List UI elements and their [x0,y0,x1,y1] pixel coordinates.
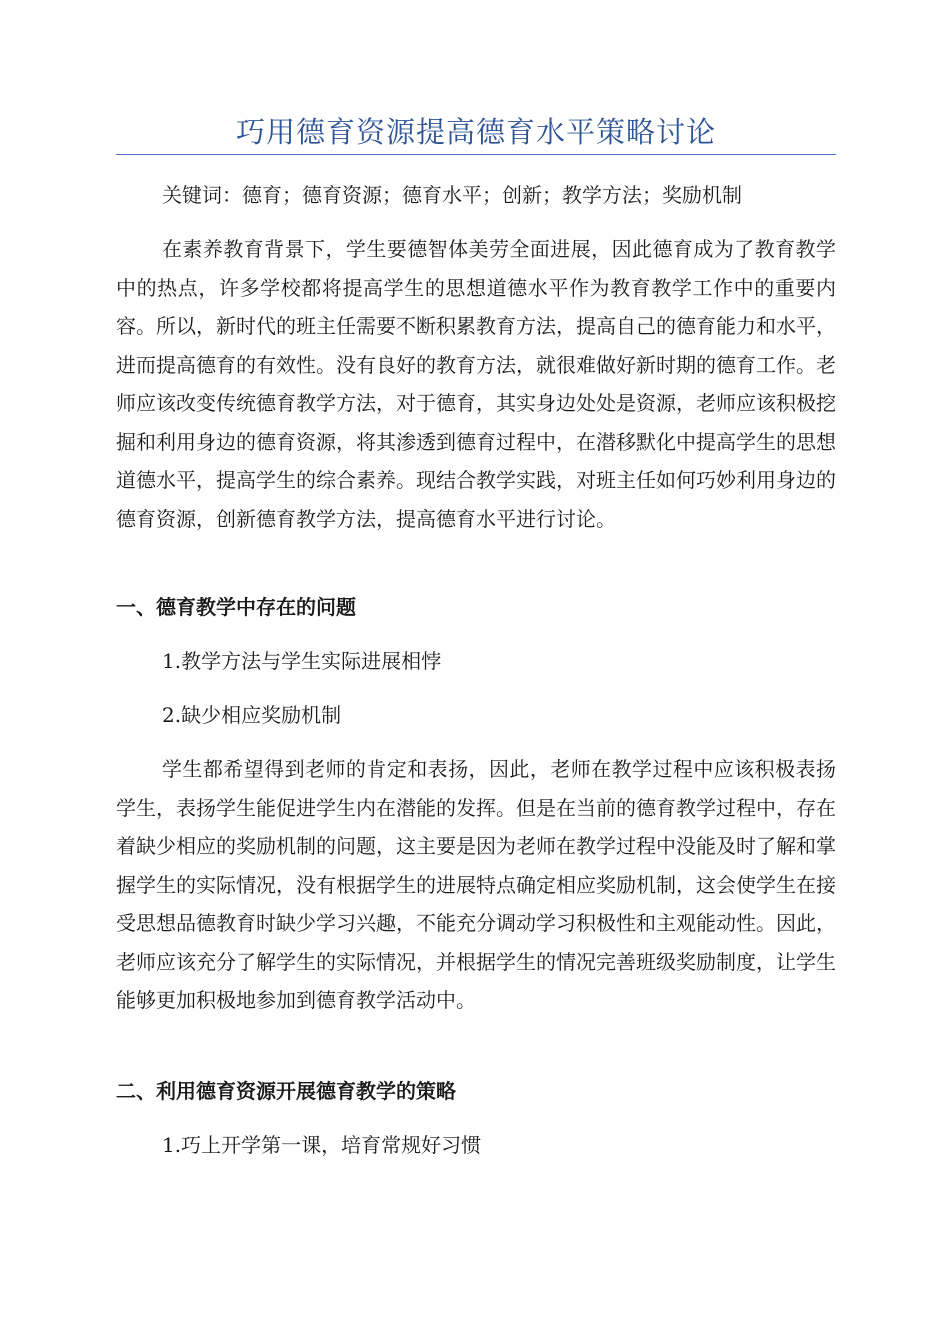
section-1-paragraph: 学生都希望得到老师的肯定和表扬，因此，老师在教学过程中应该积极表扬学生，表扬学生能促进学生内在潜能的发挥。但是在当前的德育教学过程中，存在着缺少相应的奖励机制的问题，这主要是因为老师在教学过程中没能及时了解和掌握学生的实际情况，没有根据学生的进展特点确定相应奖励机制，这会使学生在接受思想品德教育时缺少学习兴趣，不能充分调动学习积极性和主观能动性。因此，老师应该充分了解学生的实际情况，并根据学生的情况完善班级奖励制度，让学生能够更加积极地参加到德育教学活动中。 [116,757,836,1012]
document-title: 巧用德育资源提高德育水平策略讨论 [235,115,716,149]
section-2-item-1: 1.巧上开学第一课，培育常规好习惯 [162,1133,482,1157]
keywords-line: 关键词：德育；德育资源；德育水平；创新；教学方法；奖励机制 [162,183,742,207]
section-1-item-1: 1.教学方法与学生实际进展相悖 [162,649,442,673]
title-underline [116,154,836,155]
intro-paragraph: 在素养教育背景下，学生要德智体美劳全面进展，因此德育成为了教育教学中的热点，许多学校都将提高学生的思想道德水平作为教育教学工作中的重要内容。所以，新时代的班主任需要不断积累教育方法，提高自己的德育能力和水平，进而提高德育的有效性。没有良好的教育方法，就很难做好新时期的德育工作。老师应该改变传统德育教学方法，对于德育，其实身边处处是资源，老师应该积极挖掘和利用身边的德育资源，将其渗透到德育过程中，在潜移默化中提高学生的思想道德水平，提高学生的综合素养。现结合教学实践，对班主任如何巧妙利用身边的德育资源，创新德育教学方法，提高德育水平进行讨论。 [116,237,836,531]
section-1-item-2: 2.缺少相应奖励机制 [162,703,342,727]
section-2-heading: 二、利用德育资源开展德育教学的策略 [116,1079,456,1103]
section-1-heading: 一、德育教学中存在的问题 [116,595,356,619]
